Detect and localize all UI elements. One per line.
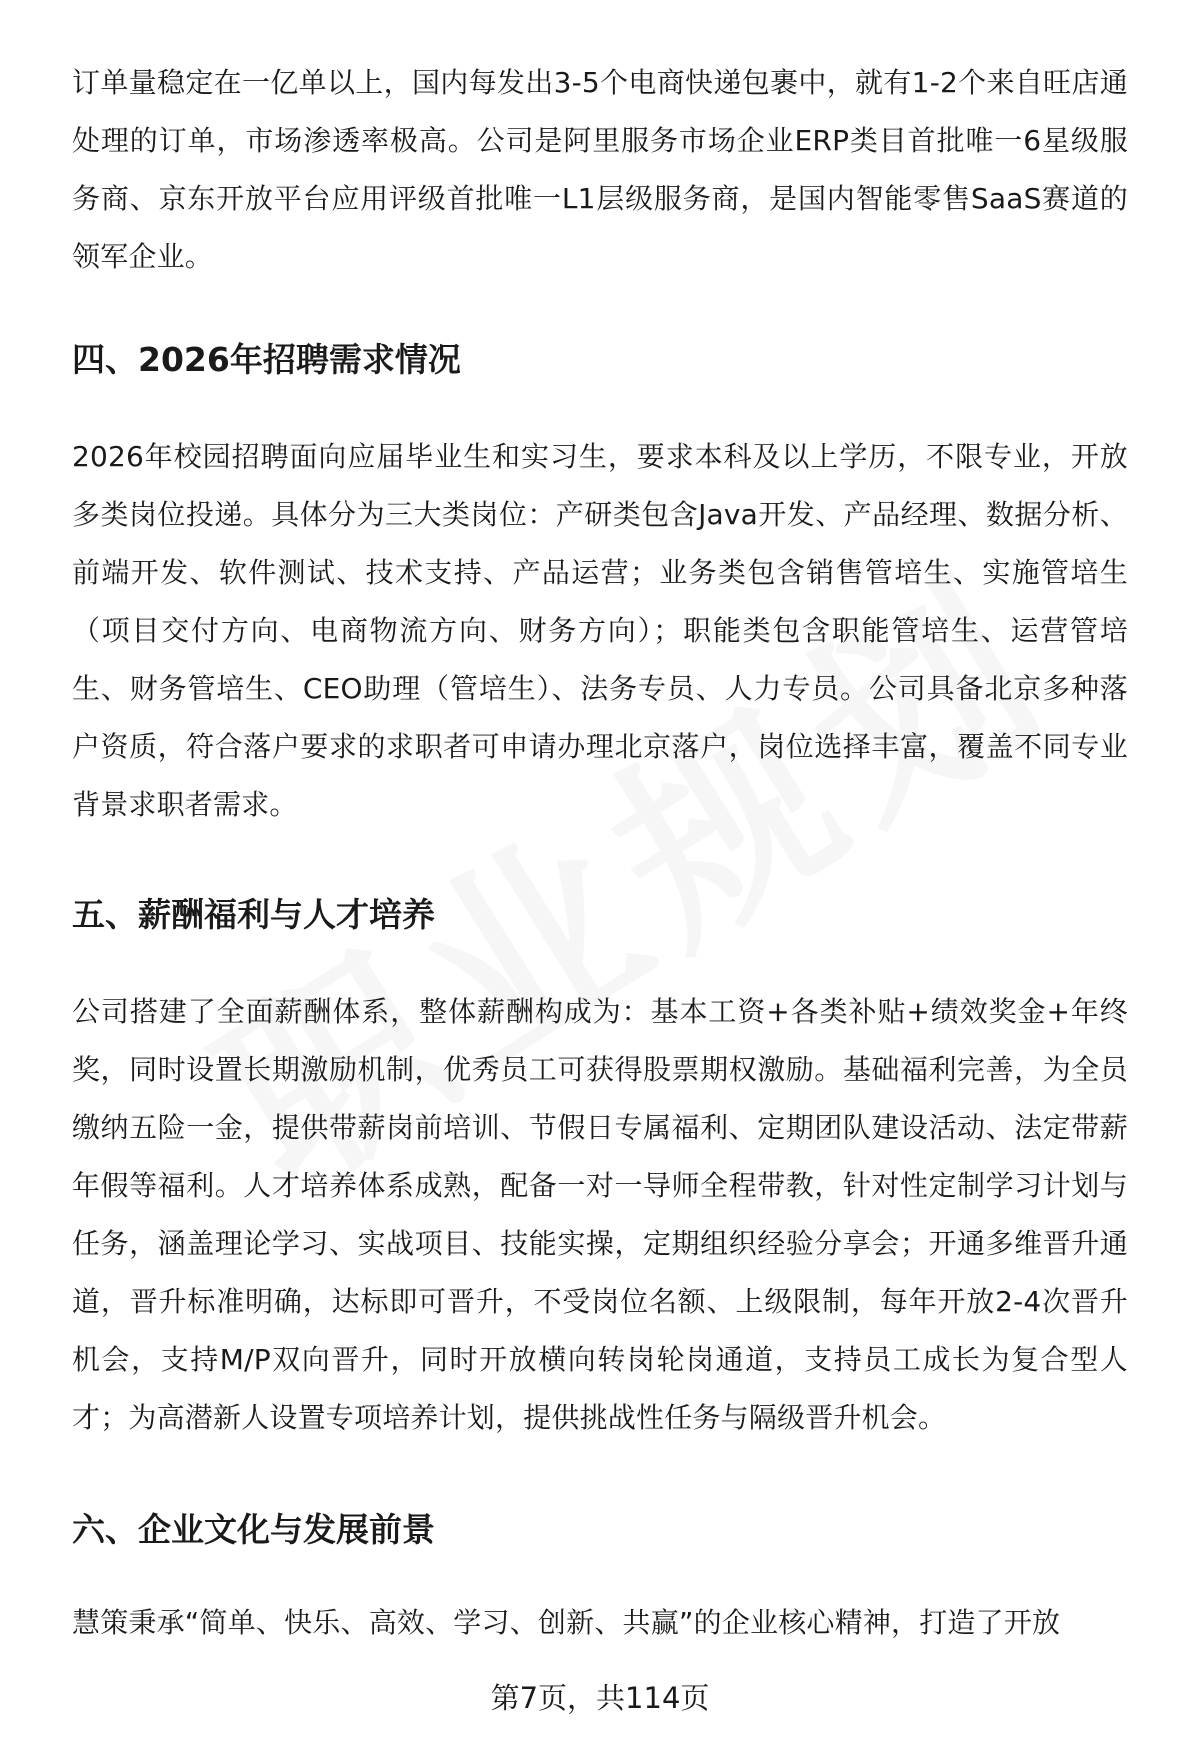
page-number-footer: 第7页，共114页 — [490, 1681, 710, 1715]
section-heading-culture: 六、企业文化与发展前景 — [72, 1510, 435, 1549]
section-heading-recruitment: 四、2026年招聘需求情况 — [72, 340, 461, 379]
section-heading-compensation: 五、薪酬福利与人才培养 — [72, 895, 435, 934]
culture-paragraph: 慧策秉承“简单、快乐、高效、学习、创新、共赢”的企业核心精神，打造了开放 — [72, 1606, 1061, 1639]
compensation-paragraph: 公司搭建了全面薪酬体系，整体薪酬构成为：基本工资+各类补贴+绩效奖金+年终奖，同时设置长期激励机制，优秀员工可获得股票期权激励。基础福利完善，为全员缴纳五险一金，提供带薪岗前培训、节假日专属福利、定期团队建设活动、法定带薪年假等福利。人才培养体系成熟，配备一对一导师全程带教，针对性定制学习计划与任务，涵盖理论学习、实战项目、技能实操，定期组织经验分享会；开通多维晋升通道，晋升标准明确，达标即可晋升，不受岗位名额、上级限制，每年开放2-4次晋升机会，支持M/P双向晋升，同时开放横向转岗轮岗通道，支持员工成长为复合型人才；为高潜新人设置专项培养计划，提供挑战性任务与隔级晋升机会。 — [72, 995, 1128, 1434]
recruitment-paragraph: 2026年校园招聘面向应届毕业生和实习生，要求本科及以上学历，不限专业，开放多类岗位投递。具体分为三大类岗位：产研类包含Java开发、产品经理、数据分析、前端开发、软件测试、技术支持、产品运营；业务类包含销售管培生、实施管培生（项目交付方向、电商物流方向、财务方向）；职能类包含职能管培生、运营管培生、财务管培生、CEO助理（管培生）、法务专员、人力专员。公司具备北京多种落户资质，符合落户要求的求职者可申请办理北京落户，岗位选择丰富，覆盖不同专业背景求职者需求。 — [72, 440, 1128, 821]
intro-paragraph: 订单量稳定在一亿单以上，国内每发出3-5个电商快递包裹中，就有1-2个来自旺店通处理的订单，市场渗透率极高。公司是阿里服务市场企业ERP类目首批唯一6星级服务商、京东开放平台应用评级首批唯一L1层级服务商，是国内智能零售SaaS赛道的领军企业。 — [72, 66, 1128, 273]
